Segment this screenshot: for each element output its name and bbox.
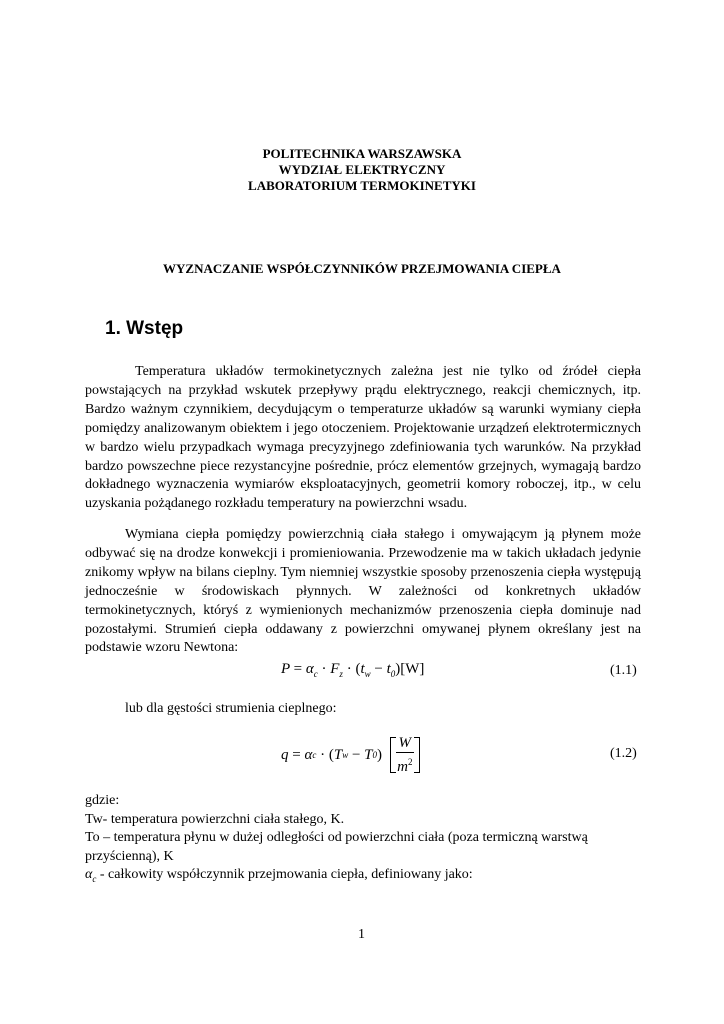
paragraph-heat-exchange-text: Wymiana ciepła pomiędzy powierzchnią ciała stałego i omywającym ją płynem może odbywać się na drodze konwekcji i promieniowania. Przewodzenie ma w takich układach jedynie znikomy wpływ na bilans cieplny. Tym niemniej wszystkie sposoby przenoszenia ciepła występują jednocześnie w środowiskach płynnych. W zależności od konkretnych układów termokinetycznych, któryś z wymienionych mechanizmów przenoszenia ciepła dominuje nad pozostałymi. Strumień ciepła oddawany z powierzchni omywanej płynem określany jest na podstawie wzoru Newtona: xyxy=(85,527,641,656)
faculty-name: WYDZIAŁ ELEKTRYCZNY xyxy=(278,162,446,177)
equation-1-1: $P = \alpha_c \cdot F_z \cdot (t_w - t_0)[W]$ xyxy=(281,661,425,679)
text-between-equations: lub dla gęstości strumienia cieplnego: xyxy=(125,701,337,716)
definitions-intro: gdzie: xyxy=(85,793,120,808)
definition-alpha: $\alpha_c$ - całkowity współczynnik przejmowania ciepła, definiowany jako: xyxy=(85,867,473,884)
paragraph-heat-exchange xyxy=(85,526,641,658)
document-title: WYZNACZANIE WSPÓŁCZYNNIKÓW PRZEJMOWANIA CIEPŁA xyxy=(163,261,561,276)
paragraph-intro xyxy=(85,363,641,514)
laboratory-name: LABORATORIUM TERMOKINETYKI xyxy=(248,178,476,193)
section-heading: 1. Wstęp xyxy=(105,318,184,339)
equation-1-2: q = α c · ( T w − T 0 ) $\frac{W}{m^2}$ xyxy=(281,735,420,775)
institution-name: POLITECHNIKA WARSZAWSKA xyxy=(262,146,462,161)
definition-tw: Tw- temperatura powierzchni ciała stałego, K. xyxy=(85,812,345,827)
equation-1-2-number: (1.2) xyxy=(610,746,637,761)
definition-to-line2: przyścienną), K xyxy=(85,849,174,864)
paragraph-intro-text: Temperatura układów termokinetycznych zależna jest nie tylko od źródeł ciepła powstających na przykład wskutek przepływy prądu elektrycznego, reakcji chemicznych, itp. Bardzo ważnym czynnikiem, decydującym o temperaturze układów są warunki wymiany ciepła pomiędzy analizowanym obiektem i jego otoczeniem. Projektowanie urządzeń elektrotermicznych w bardzo wielu przypadkach wymaga precyzyjnego zdefiniowania tych warunków. Na przykład bardzo powszechne piece rezystancyjne pośrednie, prócz elementów grzejnych, wymagają bardzo dokładnego wyznaczenia wymiarów eksploatacyjnych, geometrii komory roboczej, itp., w celu uzyskania pożądanego rozkładu temperatury na powierzchni wsadu. xyxy=(85,364,641,512)
page-number: 1 xyxy=(358,927,365,942)
equation-1-1-number: (1.1) xyxy=(610,663,637,678)
definition-to-line1: To – temperatura płynu w dużej odległości od powierzchni ciała (poza termiczną warstwą xyxy=(85,830,588,845)
